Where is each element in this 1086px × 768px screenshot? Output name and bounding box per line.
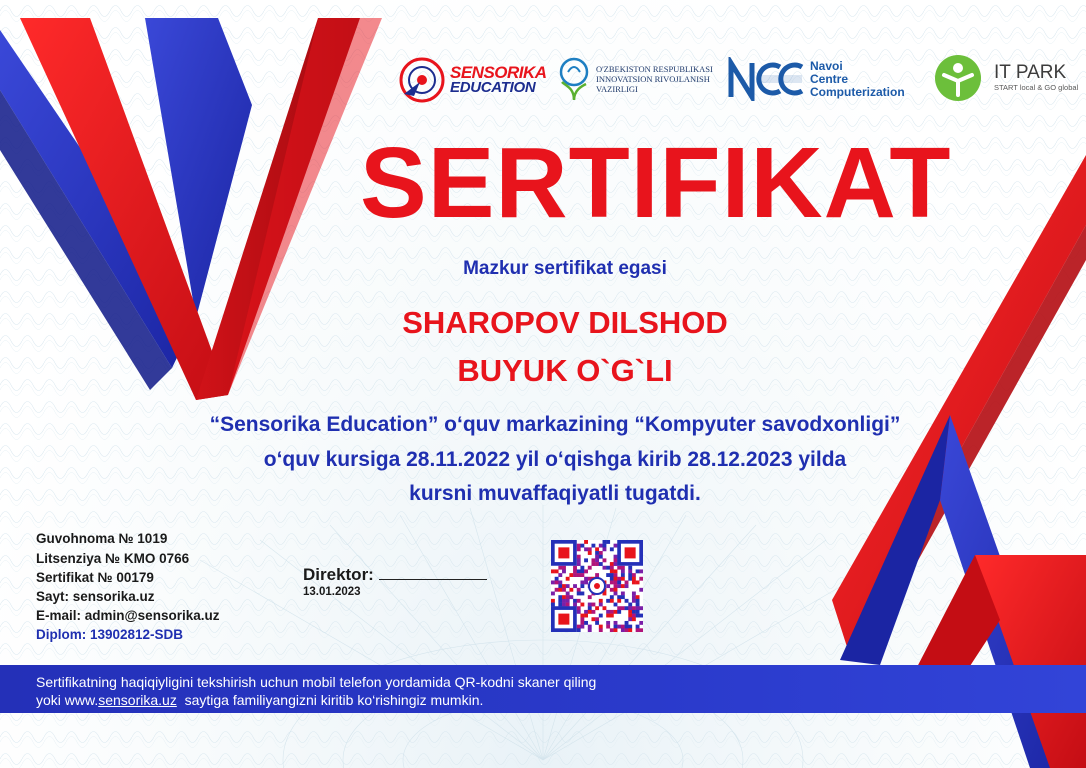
ncc-logo-line2: Centre xyxy=(810,71,849,86)
lightbulb-plant-icon xyxy=(556,56,592,102)
certificate-title: SERTIFIKAT xyxy=(360,127,952,239)
qr-code[interactable] xyxy=(551,540,643,632)
body-text-line3: kursni muvaffaqiyatli tugatdi. xyxy=(409,482,701,505)
itpark-logo-subtitle: START local & GO global xyxy=(994,83,1079,92)
sensorika-logo-top: SENSORIKA xyxy=(450,63,547,82)
sensorika-logo-bottom: EDUCATION xyxy=(450,79,536,96)
ncc-logo xyxy=(728,57,905,101)
body-text-line2: o‘quv kursiga 28.11.2022 yil o‘qishga kirib 28.12.2023 yilda xyxy=(263,448,847,471)
sensorika-logo xyxy=(398,56,547,104)
signature-line xyxy=(379,565,487,580)
footer-line2-suffix: saytiga familiyangizni kiritib ko‘rishingiz mumkin. xyxy=(176,692,484,708)
director-label: Direktor: xyxy=(303,565,374,584)
ncc-logo-line3: Computerization xyxy=(810,84,905,99)
info-litsenziya: Litsenziya № KMO 0766 xyxy=(36,551,190,566)
director-date: 13.01.2023 xyxy=(303,586,361,598)
sensorika-link[interactable]: sensorika.uz xyxy=(98,692,177,708)
info-guvohnoma: Guvohnoma № 1019 xyxy=(36,531,168,546)
itpark-person-icon xyxy=(932,53,984,103)
footer-line2 xyxy=(36,691,596,709)
owner-name-line1: SHAROPOV DILSHOD xyxy=(402,305,728,340)
footer-line1: Sertifikatning haqiqiyligini tekshirish uchun mobil telefon yordamida QR-kodni skaner qiling xyxy=(36,674,597,690)
info-diplom: Diplom: 13902812-SDB xyxy=(36,627,184,642)
ncc-monogram-icon xyxy=(728,57,806,101)
body-text-line1: “Sensorika Education” o‘quv markazining “Kompyuter savodxonligi” xyxy=(209,413,901,436)
ministry-logo-text: O'ZBEKISTON RESPUBLIKASI INNOVATSION RIVOJLANISH VAZIRLIGI xyxy=(596,64,713,94)
info-sayt: Sayt: sensorika.uz xyxy=(36,589,155,604)
owner-name-line2: BUYUK O`G`LI xyxy=(457,353,673,388)
ministry-logo xyxy=(556,56,721,102)
owner-label: Mazkur sertifikat egasi xyxy=(463,258,667,279)
info-sertifikat: Sertifikat № 00179 xyxy=(36,570,154,585)
director-signature xyxy=(303,565,487,585)
sensorika-emblem-icon xyxy=(398,56,446,104)
itpark-logo xyxy=(932,53,1078,103)
footer-text xyxy=(36,673,596,709)
footer-line2-prefix: yoki www. xyxy=(36,692,99,708)
ncc-logo-line1: Navoi xyxy=(810,58,843,73)
info-email: E-mail: admin@sensorika.uz xyxy=(36,608,220,623)
itpark-logo-title: IT PARK xyxy=(994,62,1067,83)
